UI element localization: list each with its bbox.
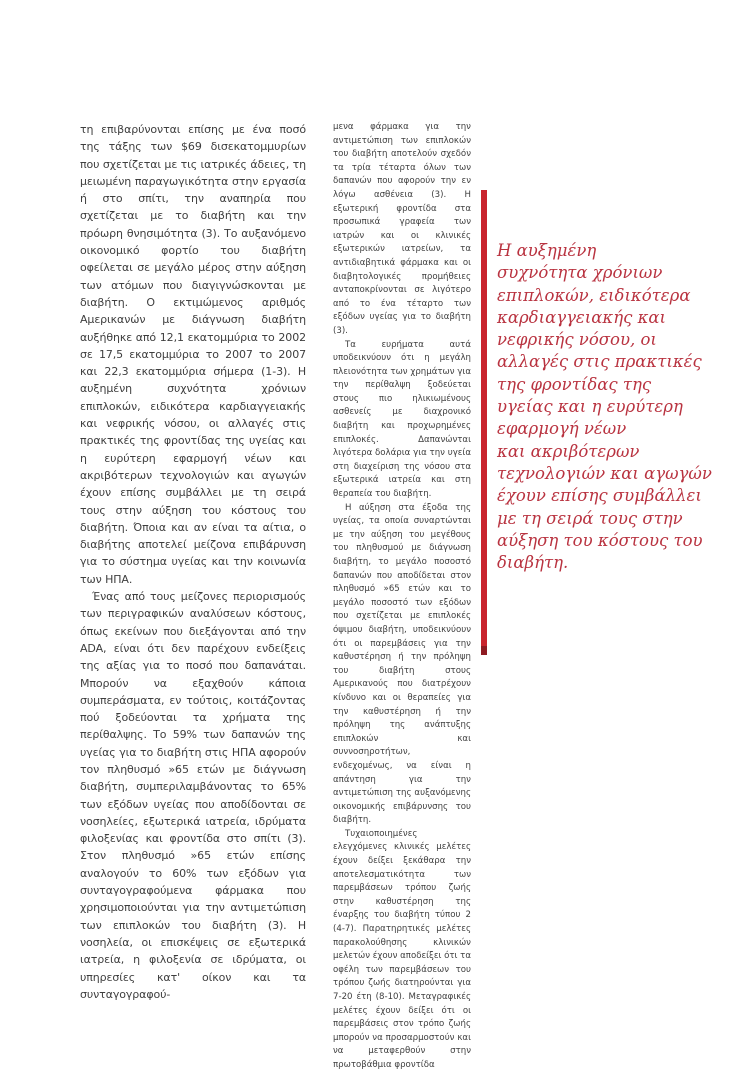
paragraph: Τυχαιοποιημένες ελεγχόμενες κλινικές μελέτες έχουν δείξει ξεκάθαρα την αποτελεσματικότητα των παρεμβάσεων τρόπου ζωής στην καθυστέρηση της έναρξης του διαβήτη τύπου 2 (4-7). Παρατηρητικές μελέτες παρακολούθησης κλινικών μελετών έχουν αποδείξει ότι τα οφέλη των παρεμβάσεων του τρόπου ζωής διατηρούνται για 7-20 έτη (8-10). Μεταγραφικές μελέτες έχουν δείξει ότι οι παρεμβάσεις στον τρόπο ζωής μπορούν να προσαρμοστούν και να μεταφερθούν στην πρωτοβάθμια φροντίδα — [333, 828, 472, 1070]
pull-quote-accent-bar — [481, 190, 487, 655]
paragraph: Τα ευρήματα αυτά υποδεικνύουν ότι η μεγάλη πλειονότητα των χρημάτων για την περίθαλψη ξοδεύεται στους πιο ηλικιωμένους ασθενείς με διαχρονικό διαβήτη και προχωρημένες επιπλοκές. Δαπανώνται λιγότερα δολάρια για την υγεία στη διαχείριση της νόσου στα εξωτερικά ιατρεία και στη θεραπεία του διαβήτη. — [333, 339, 471, 500]
text-column-middle — [333, 121, 471, 1073]
paragraph: μενα φάρμακα για την αντιμετώπιση των επιπλοκών του διαβήτη αποτελούν σχεδόν τα τρία τέταρτα όλων των δαπανών που αφορούν την εν λόγω ασθένεια (3). Η εξωτερική φροντίδα στα προσωπικά γραφεία των ιατρών και οι κλινικές εξωτερικών ιατρείων, τα αντιδιαβητικά φάρμακα και οι διαβητολογικές προμήθειες ανταποκρίνονται σε λιγότερο από το ένα τέταρτο των εξόδων υγείας για το διαβήτη (3). — [333, 122, 471, 336]
pull-quote: Η αυξημένη συχνότητα χρόνιων επιπλοκών, ειδικότερα καρδιαγγειακής και νεφρικής νόσου, οι αλλαγές στις πρακτικές της φροντίδας της υγείας και η ευρύτερη εφαρμογή νέων και ακριβότερων τεχνολογιών και αγωγών έχουν επίσης συμβάλλει με τη σειρά τους στην αύξηση του κόστους του διαβήτη. — [497, 241, 712, 573]
paragraph: Ένας από τους μείζονες περιορισμούς των περιγραφικών αναλύσεων κόστους, όπως εκείνων που διεξάγονται από την ADA, είναι ότι δεν παρέχουν ενδείξεις της αξίας για το ποσό που δαπανάται. Μπορούν να εξαχθούν κάποια συμπεράσματα, εν τούτοις, κοιτάζοντας πού ξοδεύονται τα χρήματα της περίθαλψης. Το 59% των δαπανών της υγείας για το διαβήτη στις ΗΠΑ αφορούν τον πληθυσμό »65 ετών με διάγνωση διαβήτη, συμπεριλαμβάνοντας το 65% των εξόδων υγείας που αποδίδονται σε νοσηλείες, εξωτερικά ιατρεία, ιδρύματα φιλοξενίας και φροντίδα στο σπίτι (3). Στον πληθυσμό »65 ετών επίσης αναλογούν το 60% των εξόδων για συνταγογραφούμενα φάρμακα που χρησιμοποιούνται για την αντιμετώπιση των επιπλοκών του διαβήτη (3). Η νοσηλεία, οι επισκέψεις σε εξωτερικά ιατρεία, η φιλοξενία σε ιδρύματα, οι υπηρεσίες κατ' οίκον και τα συνταγογραφού- — [80, 590, 306, 1001]
paragraph: Η αύξηση στα έξοδα της υγείας, τα οποία συναρτώνται με την αύξηση του μεγέθους του πληθυσμού με διάγνωση διαβήτη, το μεγάλο ποσοστό δαπανών που αποδίδεται στον πληθυσμό »65 ετών και το μεγάλο ποσοστό των εξόδων που σχετίζεται με επιπλοκές όψιμου διαβήτη, υποδεικνύουν ότι οι παρεμβάσεις για την καθυστέρηση ή την πρόληψη του διαβήτη στους Αμερικανούς που διατρέχουν κίνδυνο και οι θεραπείες για την καθυστέρηση ή την πρόληψη της ανάπτυξης επιπλοκών και συννοσηροτήτων, ενδεχομένως, να είναι η απάντηση για την αντιμετώπιση της αυξανόμενης οικονομικής επιβάρυνσης του διαβήτη. — [333, 502, 471, 826]
pull-quote-accent-bar-tip — [481, 646, 487, 655]
text-column-left — [80, 121, 306, 1003]
paragraph: τη επιβαρύνονται επίσης με ένα ποσό της τάξης των $69 δισεκατομμυρίων που σχετίζεται με τις ιατρικές άδειες, τη μειωμένη παραγωγικότητα στην εργασία ή στο σπίτι, την αναπηρία που σχετίζεται με το διαβήτη και την πρόωρη θνησιμότητα (3). Το αυξανόμενο οικονομικό φορτίο του διαβήτη οφείλεται σε μεγάλο μέρος στην αύξηση των ατόμων που διαγιγνώσκονται με διαβήτη. Ο εκτιμώμενος αριθμός Αμερικανών με διάγνωση διαβήτη αυξήθηκε από 12,1 εκατομμύρια το 2002 σε 17,5 εκατομμύρια το 2007 το 2007 και 22,3 εκατομμύρια σήμερα (1-3). Η αυξημένη συχνότητα χρόνιων επιπλοκών, ειδικότερα καρδιαγγειακής και νεφρικής νόσου, οι αλλαγές στις πρακτικές της φροντίδας της υγείας και η ευρύτερη εφαρμογή νέων και ακριβότερων τεχνολογιών και αγωγών έχουν επίσης συμβάλλει με τη σειρά τους στην αύξηση του κόστους του διαβήτη. Όποια και αν είναι τα αίτια, ο διαβήτης αποτελεί μείζονα επιβάρυνση για το σύστημα υγείας και την κοινωνία των ΗΠΑ. — [80, 123, 306, 586]
